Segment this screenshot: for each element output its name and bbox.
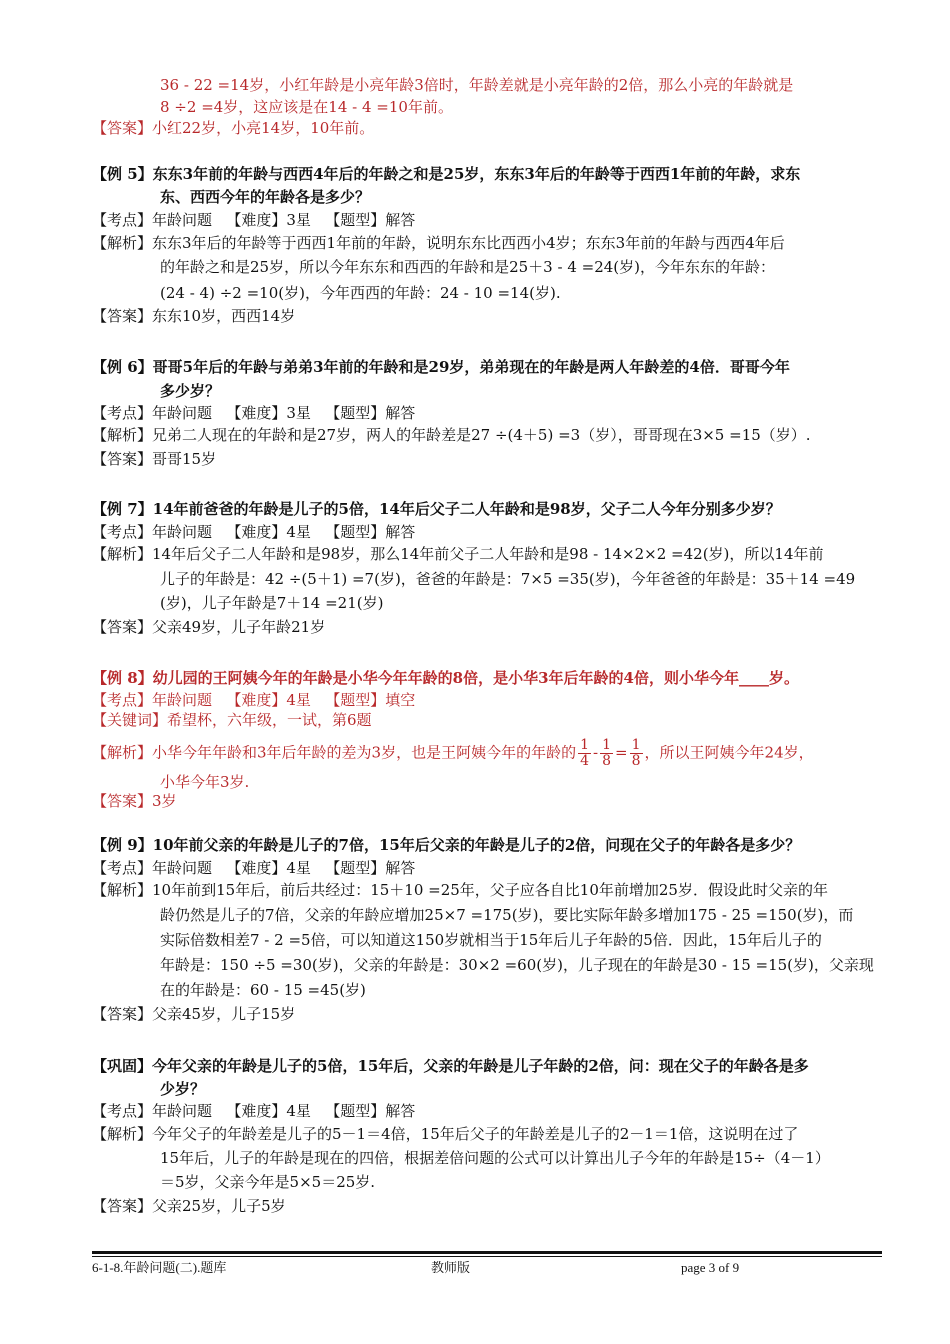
gonggu-meta: 【考点】年龄问题 【难度】4星 【题型】解答 — [92, 1102, 416, 1120]
ex7-analysis-3: (岁)，儿子年龄是7＋14 =21(岁) — [160, 594, 384, 612]
ex5-head: 【例 5】 — [92, 165, 153, 183]
top-line-1: 36 - 22 =14岁，小红年龄是小亮年龄3倍时，年龄差就是小亮年龄的2倍，那么小亮的年龄就是 — [160, 76, 794, 94]
ex7-analysis-2: 儿子的年龄是：42 ÷(5＋1) =7(岁)，爸爸的年龄是：7×5 =35(岁)，今年爸爸的年龄是：35＋14 =49 — [160, 570, 856, 588]
top-line-2: 8 ÷2 =4岁，这应该是在14 - 4 =10年前。 — [160, 98, 453, 116]
fraction-1-8: $\frac{1}{8}$ — [602, 737, 612, 769]
ex9-meta: 【考点】年龄问题 【难度】4星 【题型】解答 — [92, 859, 416, 877]
ex5-question — [92, 164, 800, 184]
answer-text: 小红22岁，小亮14岁，10年前。 — [152, 119, 375, 137]
ex8-analysis-2: 小华今年3岁. — [160, 773, 250, 791]
ex9-analysis-4: 年龄是：150 ÷5 =30(岁)，父亲的年龄是：30×2 =60(岁)，儿子现在的年龄是30 - 15 =15(岁)，父亲现 — [160, 956, 874, 974]
ex8-keywords: 【关键词】希望杯，六年级，一试，第6题 — [92, 711, 372, 729]
footer-rule-thin — [92, 1256, 882, 1257]
ex9-analysis-5: 在的年龄是：60 - 15 =45(岁) — [160, 981, 366, 999]
fraction-result: $\frac{1}{8}$ — [631, 737, 641, 769]
ex6-analysis-1: 【解析】兄弟二人现在的年龄和是27岁，两人的年龄差是27 ÷(4＋5) =3（岁），哥哥现在3×5 =15（岁）. — [92, 426, 811, 444]
gonggu-q2: 少岁？ — [160, 1080, 206, 1098]
ex5-analysis-1: 【解析】东东3年后的年龄等于西西1年前的年龄，说明东东比西西小4岁；东东3年前的年龄与西西4年后 — [92, 234, 785, 252]
footer-rule-thick — [92, 1251, 882, 1254]
gonggu-answer: 【答案】父亲25岁，儿子5岁 — [92, 1197, 286, 1215]
ex9-analysis-2: 龄仍然是儿子的7倍，父亲的年龄应增加25×7 =175(岁)，要比实际年龄多增加175 - 25 =150(岁)，而 — [160, 906, 854, 924]
ex5-q1: 东东3年前的年龄与西西4年后的年龄之和是25岁，东东3年后的年龄等于西西1年前的年龄，求东 — [152, 165, 801, 183]
ex5-analysis-3: (24 - 4) ÷2 =10(岁)，今年西西的年龄：24 - 10 =14(岁). — [160, 284, 561, 302]
ex8-answer: 【答案】3岁 — [92, 792, 177, 810]
ex6-answer: 【答案】哥哥15岁 — [92, 450, 217, 468]
ex8-meta: 【考点】年龄问题 【难度】4星 【题型】填空 — [92, 691, 416, 709]
ex5-answer: 【答案】东东10岁，西西14岁 — [92, 307, 296, 325]
ex8-analysis-1: 【解析】小华今年年龄和3年后年龄的差为3岁，也是王阿姨今年的年龄的 $\frac{1}{4}$ - $\frac{1}{8}$ = $\frac{1}{8}$ ，所以王阿姨今年24岁， — [92, 737, 814, 769]
top-answer — [92, 118, 374, 138]
ex5-analysis-2: 的年龄之和是25岁，所以今年东东和西西的年龄和是25＋3 - 4 =24(岁)，今年东东的年龄： — [160, 258, 775, 276]
footer-center: 教师版 — [431, 1260, 471, 1275]
ex5-q2: 东、西西今年的年龄各是多少？ — [160, 188, 371, 206]
ex6-q2: 多少岁？ — [160, 382, 221, 400]
ex9-answer: 【答案】父亲45岁，儿子15岁 — [92, 1005, 296, 1023]
gonggu-analysis-2: 15年后，儿子的年龄是现在的四倍，根据差倍问题的公式可以计算出儿子今年的年龄是15÷（4－1） — [160, 1149, 830, 1167]
ex9-question: 【例 9】10年前父亲的年龄是儿子的7倍，15年后父亲的年龄是儿子的2倍，问现在父子的年龄各是多少？ — [92, 836, 801, 854]
footer-left: 6-1-8.年龄问题(二).题库 — [92, 1260, 227, 1275]
ex9-analysis-3: 实际倍数相差7 - 2 =5倍，可以知道这150岁就相当于15年后儿子年龄的5倍．因此，15年后儿子的 — [160, 931, 822, 949]
ex7-question: 【例 7】14年前爸爸的年龄是儿子的5倍，14年后父子二人年龄和是98岁，父子二人今年分别多少岁？ — [92, 500, 781, 518]
gonggu-analysis-1: 【解析】今年父子的年龄差是儿子的5－1＝4倍，15年后父子的年龄差是儿子的2－1＝1倍，这说明在过了 — [92, 1125, 799, 1143]
gonggu-question: 【巩固】今年父亲的年龄是儿子的5倍，15年后，父亲的年龄是儿子年龄的2倍，问：现在父子的年龄各是多 — [92, 1057, 809, 1075]
ex7-meta: 【考点】年龄问题 【难度】4星 【题型】解答 — [92, 523, 416, 541]
gonggu-analysis-3: ＝5岁，父亲今年是5×5＝25岁. — [160, 1173, 376, 1191]
ex5-meta: 【考点】年龄问题 【难度】3星 【题型】解答 — [92, 211, 416, 229]
footer-page-number: page 3 of 9 — [681, 1260, 740, 1275]
ex8-question: 【例 8】幼儿园的王阿姨今年的年龄是小华今年年龄的8倍，是小华3年后年龄的4倍，则小华今年____岁。 — [92, 669, 799, 687]
answer-tag: 【答案】 — [92, 119, 153, 137]
ex9-analysis-1: 【解析】10年前到15年后，前后共经过：15＋10 =25年，父子应各自比10年前增加25岁．假设此时父亲的年 — [92, 881, 828, 899]
ex6-question: 【例 6】哥哥5年后的年龄与弟弟3年前的年龄和是29岁，弟弟现在的年龄是两人年龄差的4倍．哥哥今年 — [92, 358, 790, 376]
ex7-answer: 【答案】父亲49岁，儿子年龄21岁 — [92, 618, 326, 636]
ex7-analysis-1: 【解析】14年后父子二人年龄和是98岁，那么14年前父子二人年龄和是98 - 14×2×2 =42(岁)，所以14年前 — [92, 545, 824, 563]
fraction-1-4: $\frac{1}{4}$ — [580, 737, 590, 769]
ex6-meta: 【考点】年龄问题 【难度】3星 【题型】解答 — [92, 404, 416, 422]
